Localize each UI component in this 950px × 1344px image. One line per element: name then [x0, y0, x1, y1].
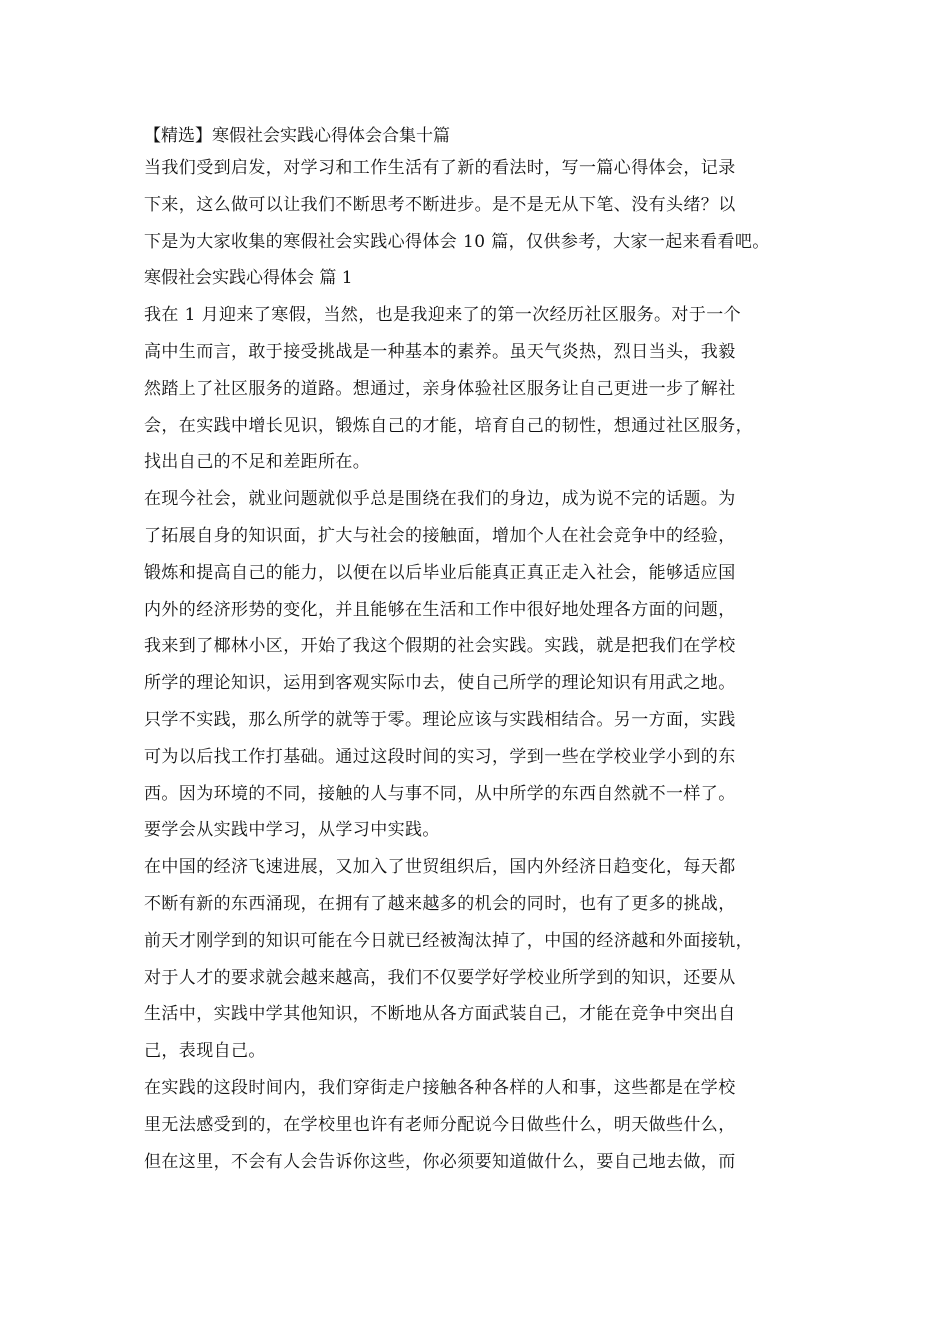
text-line: 在中国的经济飞速进展，又加入了世贸组织后，国内外经济日趋变化，每天都: [144, 857, 736, 878]
text-line: 所学的理论知识，运用到客观实际巾去，使自己所学的理论知识有用武之地。: [144, 673, 736, 694]
text-line: 里无法感受到的，在学校里也许有老师分配说今日做些什么，明天做些什么，: [144, 1114, 736, 1135]
text-line: 下来，这么做可以让我们不断思考不断进步。是不是无从下笔、没有头绪？以: [144, 194, 736, 215]
text-line: 下是为大家收集的寒假社会实践心得体会 10 篇，仅供参考，大家一起来看看吧。: [144, 231, 770, 252]
text-line: 对于人才的要求就会越来越高，我们不仅要学好学校业所学到的知识，还要从: [144, 967, 736, 988]
paragraph-2: [144, 481, 834, 849]
text-line: 会，在实践中增长见识，锻炼自己的才能，培育自己的韧性，想通过社区服务，: [144, 415, 753, 436]
intro-paragraph: [144, 150, 834, 260]
text-line: 不断有新的东西涌现，在拥有了越来越多的机会的同时，也有了更多的挑战，: [144, 893, 736, 914]
paragraph-3: [144, 849, 834, 1070]
text-line: 了拓展自身的知识面，扩大与社会的接触面，增加个人在社会竞争中的经验，: [144, 525, 736, 546]
text-line: 我来到了椰林小区，开始了我这个假期的社会实践。实践，就是把我们在学校: [144, 636, 736, 657]
text-line: 内外的经济形势的变化，并且能够在生活和工作中很好地处理各方面的问题，: [144, 599, 736, 620]
text-line: 但在这里，不会有人会告诉你这些，你必须要知道做什么，要自己地去做，而: [144, 1151, 736, 1172]
text-line: 生活中，实践中学其他知识，不断地从各方面武装自己，才能在竞争中突出自: [144, 1004, 736, 1025]
text-line: 我在 1 月迎来了寒假，当然，也是我迎来了的第一次经历社区服务。对于一个: [144, 305, 742, 326]
text-line: 可为以后找工作打基础。通过这段时间的实习，学到一些在学校业学小到的东: [144, 746, 736, 767]
document-title: 【精选】寒假社会实践心得体会合集十篇: [144, 126, 450, 146]
text-line: 在现今社会，就业问题就似乎总是围绕在我们的身边，成为说不完的话题。为: [144, 489, 736, 510]
section-heading: 寒假社会实践心得体会 篇 1: [144, 268, 353, 289]
document-page: [144, 122, 834, 1180]
text-line: 要学会从实践中学习，从学习中实践。: [144, 820, 440, 841]
text-line: 只学不实践，那么所学的就等于零。理论应该与实践相结合。另一方面，实践: [144, 709, 736, 730]
text-line: 西。因为环境的不同，接触的人与事不同，从中所学的东西自然就不一样了。: [144, 783, 736, 804]
paragraph-1: [144, 297, 834, 481]
text-line: 锻炼和提高自己的能力，以便在以后毕业后能真正真正走入社会，能够适应国: [144, 562, 736, 583]
paragraph-4: [144, 1070, 834, 1180]
text-line: 己，表现自己。: [144, 1041, 266, 1062]
text-line: 找出自己的不足和差距所在。: [144, 452, 371, 473]
text-line: 当我们受到启发，对学习和工作生活有了新的看法时，写一篇心得体会，记录: [144, 158, 736, 178]
text-line: 前天才刚学到的知识可能在今日就已经被淘汰掉了，中国的经济越和外面接轨，: [144, 930, 753, 951]
text-line: 高中生而言，敢于接受挑战是一种基本的素养。虽天气炎热，烈日当头，我毅: [144, 341, 736, 362]
text-line: 然踏上了社区服务的道路。想通过，亲身体验社区服务让自己更进一步了解社: [144, 378, 736, 399]
text-line: 在实践的这段时间内，我们穿街走户接触各种各样的人和事，这些都是在学校: [144, 1077, 736, 1098]
